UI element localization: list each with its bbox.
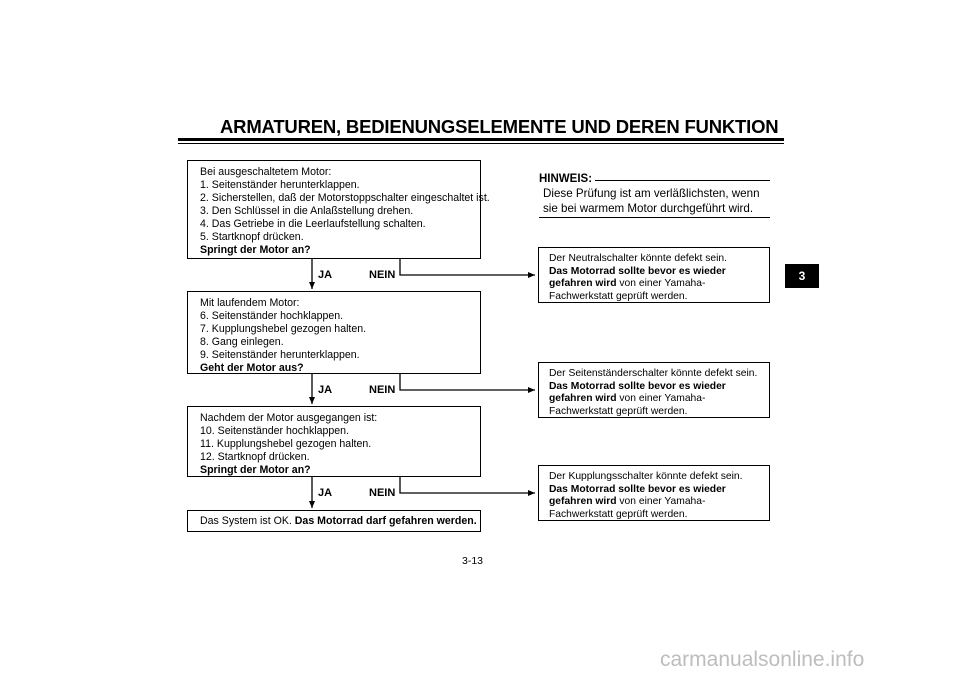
nein-connector-2 [400, 374, 535, 390]
final-line [200, 515, 480, 528]
hinweis-line-0: Diese Prüfung ist am verläßlichsten, wenn [543, 187, 760, 200]
result-2-rest2: von einer Yamaha- [616, 393, 706, 404]
result-3-line-2 [549, 496, 769, 509]
result-1-bold2: gefahren wird [549, 278, 617, 289]
step2-question: Geht der Motor aus? [200, 362, 304, 374]
step2-line-0: Mit laufendem Motor: [200, 297, 300, 309]
step2-line-4: 9. Seitenständer herunterklappen. [200, 349, 360, 361]
flow-step-2 [187, 291, 481, 374]
result-2-line-2 [549, 393, 769, 406]
result-3-rest2: von einer Yamaha- [616, 496, 706, 507]
result-2-line-1: Das Motorrad sollte bevor es wieder [549, 380, 726, 392]
result-box-clutch [538, 465, 770, 521]
no-label-2: NEIN [369, 384, 396, 396]
step3-line-2: 11. Kupplungshebel gezogen halten. [200, 438, 372, 450]
nein-connector-3 [400, 477, 535, 493]
result-box-sidestand [538, 362, 770, 418]
page-number: 3-13 [462, 555, 484, 567]
step3-line-0: Nachdem der Motor ausgegangen ist: [200, 412, 378, 424]
watermark: carmanualsonline.info [660, 648, 865, 671]
result-1-line-1: Das Motorrad sollte bevor es wieder [549, 265, 726, 277]
hinweis-rule-bottom [539, 217, 770, 218]
hinweis-text [543, 186, 773, 216]
step1-line-1: 1. Seitenständer herunterklappen. [200, 179, 360, 191]
result-1-line-0: Der Neutralschalter könnte defekt sein. [549, 253, 727, 264]
result-1-rest2: von einer Yamaha- [616, 278, 706, 289]
step2-line-1: 6. Seitenständer hochklappen. [200, 310, 344, 322]
result-3-bold2: gefahren wird [549, 496, 617, 507]
result-3-line-1: Das Motorrad sollte bevor es wieder [549, 483, 726, 495]
yes-label-1: JA [318, 269, 333, 281]
yes-label-3: JA [318, 487, 333, 499]
no-label-1: NEIN [369, 269, 396, 281]
step2-line-2: 7. Kupplungshebel gezogen halten. [200, 323, 367, 335]
step1-line-0: Bei ausgeschaltetem Motor: [200, 166, 332, 178]
step2-line-3: 8. Gang einlegen. [200, 336, 284, 348]
step3-question: Springt der Motor an? [200, 464, 311, 476]
result-box-neutral [538, 247, 770, 303]
result-1-line-2 [549, 278, 769, 291]
flow-step-1 [187, 160, 490, 259]
chapter-tab: 3 [785, 264, 819, 288]
hinweis-label: HINWEIS: [539, 173, 593, 185]
nein-connector-1 [400, 259, 535, 275]
step1-line-2: 2. Sicherstellen, daß der Motorstoppschalter eingeschaltet ist. [200, 192, 490, 204]
result-3-line-0: Der Kupplungsschalter könnte defekt sein. [549, 471, 743, 482]
step3-line-3: 12. Startknopf drücken. [200, 451, 310, 463]
final-text: Das System ist OK. [200, 515, 295, 527]
result-3-line-3: Fachwerkstatt geprüft werden. [549, 508, 688, 520]
hinweis-rule-top [595, 180, 770, 181]
result-2-line-0: Der Seitenständerschalter könnte defekt sein. [549, 368, 758, 379]
step1-line-5: 5. Startknopf drücken. [200, 231, 304, 243]
no-label-3: NEIN [369, 487, 396, 499]
hinweis-line-1: sie bei warmem Motor durchgeführt wird. [543, 202, 754, 215]
flow-step-3 [187, 406, 481, 477]
result-2-line-3: Fachwerkstatt geprüft werden. [549, 405, 688, 417]
page-title: ARMATUREN, BEDIENUNGSELEMENTE UND DEREN FUNKTION [220, 116, 779, 137]
result-1-line-3: Fachwerkstatt geprüft werden. [549, 290, 688, 302]
step3-line-1: 10. Seitenständer hochklappen. [200, 425, 350, 437]
flow-final [187, 510, 481, 532]
final-bold: Das Motorrad darf gefahren werden. [294, 515, 477, 527]
result-2-bold2: gefahren wird [549, 393, 617, 404]
yes-label-2: JA [318, 384, 333, 396]
step1-line-4: 4. Das Getriebe in die Leerlaufstellung schalten. [200, 218, 426, 230]
step1-line-3: 3. Den Schlüssel in die Anlaßstellung drehen. [200, 205, 414, 217]
step1-question: Springt der Motor an? [200, 244, 311, 256]
